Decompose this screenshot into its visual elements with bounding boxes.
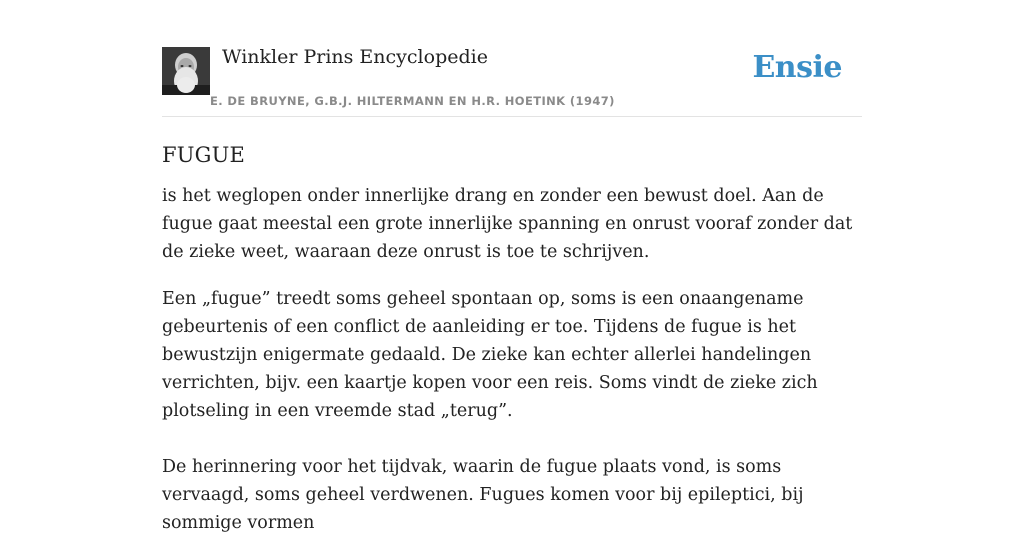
article [162,140,862,556]
brand-logo[interactable]: Ensie [752,50,842,85]
source-title[interactable]: Winkler Prins Encyclopedie [222,46,488,68]
article-paragraph: is het weglopen onder innerlijke drang en zonder een bewust doel. Aan de fugue gaat meestal een grote innerlijke spanning en onrust vooraf zonder dat de zieke weet, waaraan deze onrust is toe te schrijven. [162,186,853,262]
source-authors: E. DE BRUYNE, G.B.J. HILTERMANN EN H.R. HOETINK (1947) [210,94,615,108]
author-portrait-avatar[interactable] [162,47,210,95]
portrait-image [162,47,210,95]
article-paragraph: Een „fugue” treedt soms geheel spontaan op, soms is een onaangename gebeurtenis of een conflict de aanleiding er toe. Tijdens de fugue is het bewustzijn enigermate gedaald. De zieke kan echter allerlei handelingen verrichten, bijv. een kaartje kopen voor een reis. Soms vindt de zieke zich plotseling in een vreemde stad „terug”. [162,289,818,421]
article-title: FUGUE [162,143,246,167]
source-header [162,40,862,117]
article-paragraph: De herinnering voor het tijdvak, waarin de fugue plaats vond, is soms vervaagd, soms geheel verdwenen. Fugues komen voor bij epileptici, bij sommige vormen [162,457,804,533]
